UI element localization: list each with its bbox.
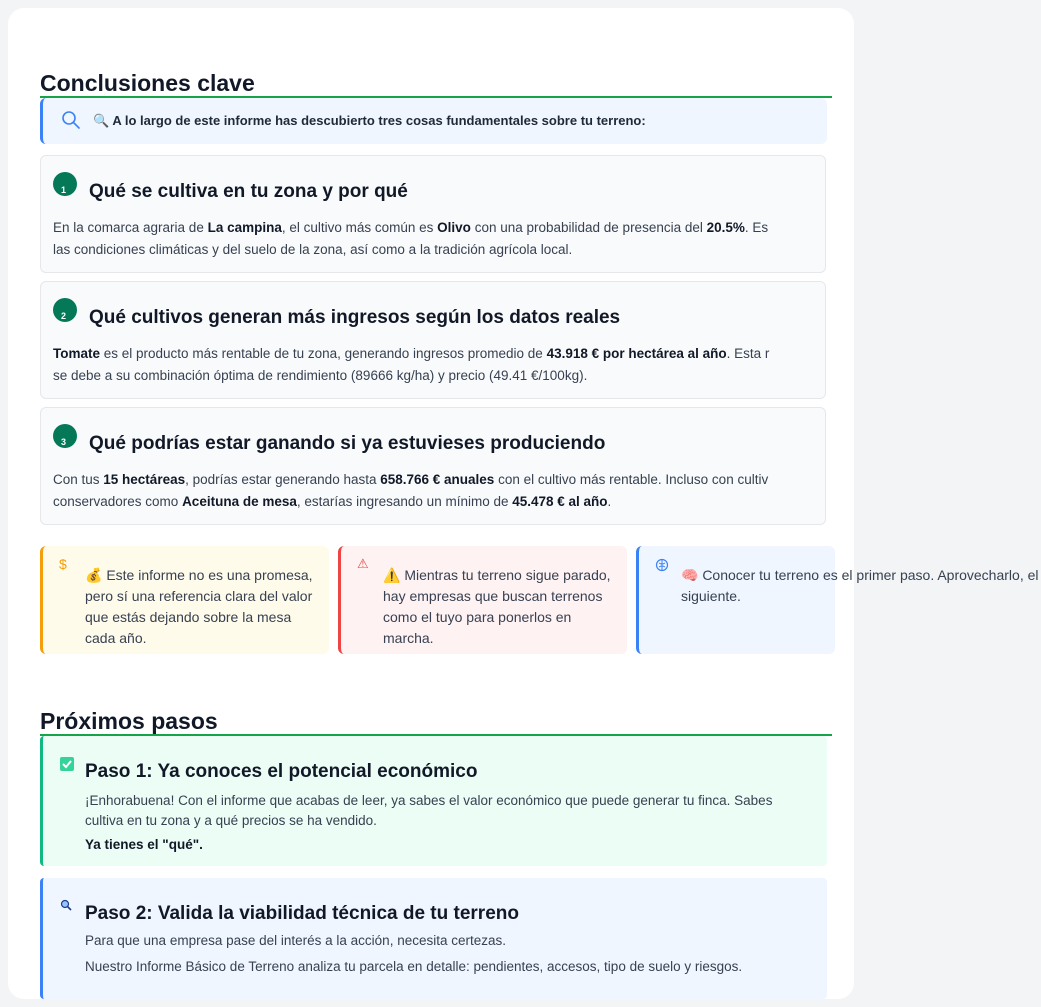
number-badge: 3	[53, 424, 77, 448]
step-title: Paso 1: Ya conoces el potencial económico	[85, 761, 478, 782]
next-steps-title: Próximos pasos	[40, 708, 218, 734]
number-badge: 1	[53, 172, 77, 196]
card-title: Qué se cultiva en tu zona y por qué	[89, 181, 408, 202]
step-title: Paso 2: Valida la viabilidad técnica de tu terreno	[85, 903, 519, 924]
checkbox-icon	[59, 756, 75, 772]
number-badge: 2	[53, 298, 77, 322]
step-text-line-3: Ya tienes el "qué".	[85, 837, 203, 852]
step-1	[40, 736, 827, 866]
intro-text: 🔍 A lo largo de este informe has descubierto tres cosas fundamentales sobre tu terreno:	[93, 113, 646, 128]
conclusion-card-3	[40, 407, 826, 525]
step-text-line-2: Nuestro Informe Básico de Terreno analiza tu parcela en detalle: pendientes, accesos, tipo de suelo y riesgos.	[85, 959, 743, 974]
card-text-line-1: Tomate es el producto más rentable de tu zona, generando ingresos promedio de 43.918 € por hectárea al año. Esta r	[53, 346, 770, 361]
card-text-line-2: las condiciones climáticas y del suelo de la zona, así como a la tradición agrícola local.	[53, 242, 573, 257]
step-2	[40, 878, 827, 999]
report-page	[8, 8, 1039, 999]
card-title: Qué podrías estar ganando si ya estuvieses produciendo	[89, 433, 606, 454]
card-text-line-2: conservadores como Aceituna de mesa, estarías ingresando un mínimo de 45.478 € al año.	[53, 494, 612, 509]
conclusions-heading	[40, 70, 832, 98]
note-text: ⚠️ Mientras tu terreno sigue parado, hay empresas que buscan terrenos como el tuyo para ponerlos en marcha.	[383, 567, 611, 646]
brain-icon	[655, 558, 669, 572]
intro-callout	[40, 98, 827, 144]
step-text-line-1: ¡Enhorabuena! Con el informe que acabas de leer, ya sabes el valor económico que puede generar tu finca. Sabes	[85, 793, 773, 808]
magnifier-icon	[59, 898, 75, 914]
conclusions-title: Conclusiones clave	[40, 70, 255, 96]
card-text-line-1: En la comarca agraria de La campina, el cultivo más común es Olivo con una probabilidad de presencia del 20.5%. Es	[53, 220, 769, 235]
card-text-line-2: se debe a su combinación óptima de rendimiento (89666 kg/ha) y precio (49.41 €/100kg).	[53, 368, 588, 383]
conclusion-card-1	[40, 155, 826, 273]
step-text-line-1: Para que una empresa pase del interés a la acción, necesita certezas.	[85, 933, 506, 948]
next-steps-heading	[40, 708, 832, 736]
step-text-line-2: cultiva en tu zona y a qué precios se ha vendido.	[85, 813, 377, 828]
warning-icon: ⚠	[357, 556, 369, 571]
dollar-icon: $	[59, 556, 67, 572]
card-text-line-1: Con tus 15 hectáreas, podrías estar generando hasta 658.766 € anuales con el cultivo más rentable. Incluso con cultiv	[53, 472, 769, 487]
money-note	[40, 546, 329, 654]
note-text: 🧠 Conocer tu terreno es el primer paso. Aprovecharlo, el siguiente.	[681, 567, 1039, 604]
card-title: Qué cultivos generan más ingresos según los datos reales	[89, 307, 621, 328]
brain-note	[636, 546, 1039, 654]
conclusion-card-2	[40, 281, 826, 399]
search-icon	[61, 110, 81, 130]
note-text: 💰 Este informe no es una promesa, pero sí una referencia clara del valor que estás dejando sobre la mesa cada año.	[85, 567, 313, 646]
warning-note	[338, 546, 627, 654]
